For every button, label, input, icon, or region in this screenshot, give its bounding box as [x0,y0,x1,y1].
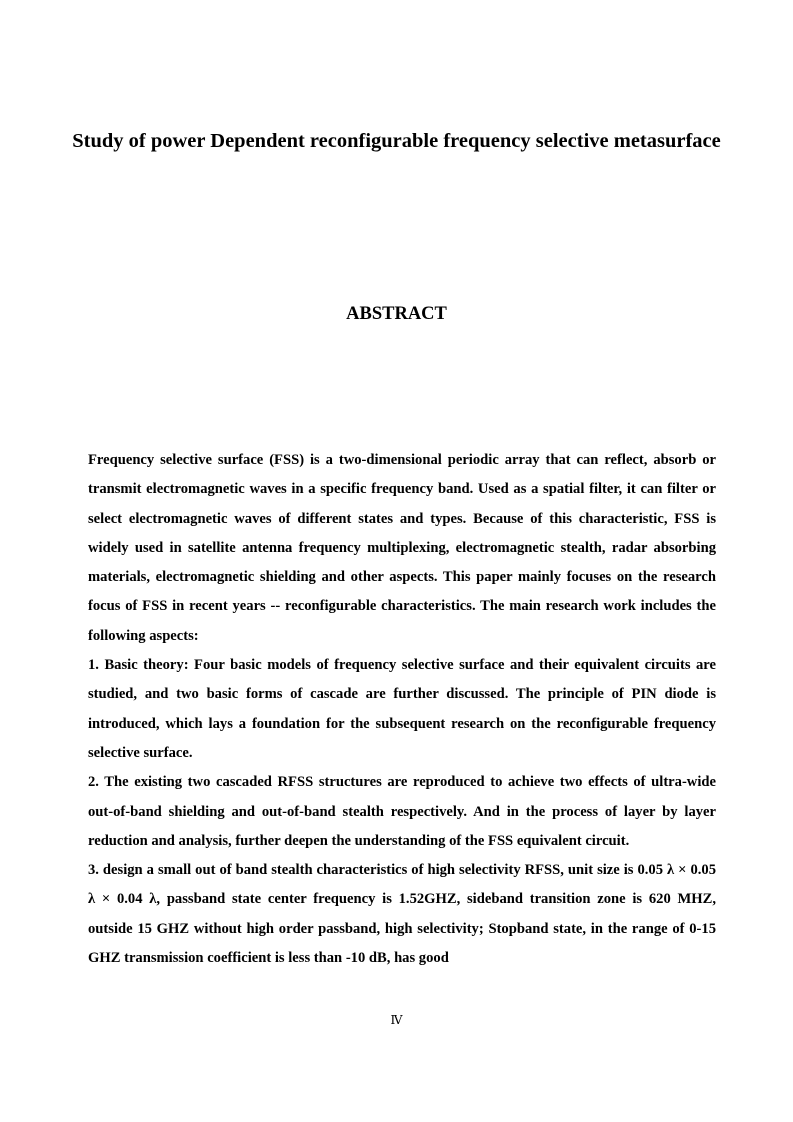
abstract-paragraph-intro: Frequency selective surface (FSS) is a two-dimensional periodic array that can reflect, absorb or transmit electromagnetic waves in a specific frequency band. Used as a spatial filter, it can filter or select electromagnetic waves of different states and types. Because of this characteristic, FSS is widely used in satellite antenna frequency multiplexing, electromagnetic stealth, radar absorbing materials, electromagnetic shielding and other aspects. This paper mainly focuses on the research focus of FSS in recent years -- reconfigurable characteristics. The main research work includes the following aspects: [88,452,716,644]
abstract-paragraph-item-1: 1. Basic theory: Four basic models of frequency selective surface and their equivalent circuits are studied, and two basic forms of cascade are further discussed. The principle of PIN diode is introduced, which lays a foundation for the subsequent research on the reconfigurable frequency selective surface. [88,657,716,761]
paper-title: Study of power Dependent reconfigurable frequency selective metasurface [72,130,721,152]
abstract-body [88,446,716,973]
abstract-paragraph-item-2: 2. The existing two cascaded RFSS structures are reproduced to achieve two effects of ultra-wide out-of-band shielding and out-of-band stealth respectively. And in the process of layer by layer reduction and analysis, further deepen the understanding of the FSS equivalent circuit. [88,774,716,849]
page-number: Ⅳ [390,1013,403,1027]
abstract-paragraph-item-3: 3. design a small out of band stealth characteristics of high selectivity RFSS, unit size is 0.05 λ × 0.05 λ × 0.04 λ, passband state center frequency is 1.52GHZ, sideband transition zone is 620 MHZ, outside 15 GHZ without high order passband, high selectivity; Stopband state, in the range of 0-15 GHZ transmission coefficient is less than -10 dB, has good [88,862,716,967]
abstract-heading: ABSTRACT [346,304,447,324]
